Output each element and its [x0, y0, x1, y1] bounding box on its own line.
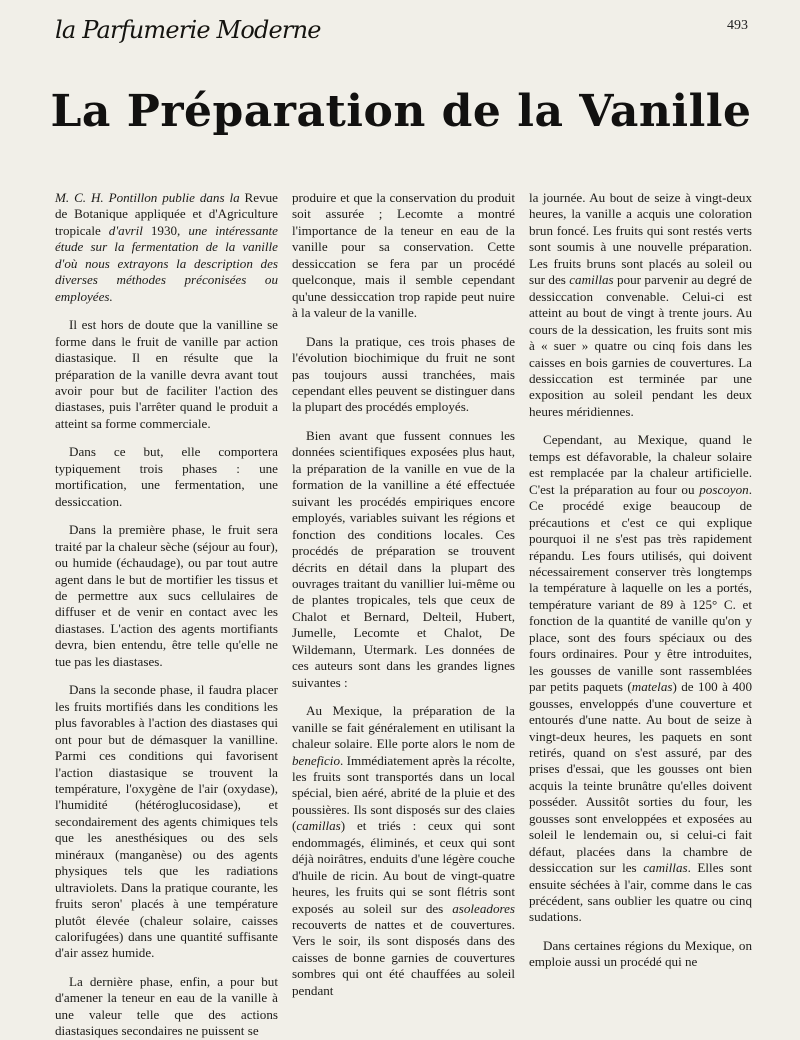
intro-date-prefix: d'avril: [108, 222, 143, 238]
paragraph: La dernière phase, enfin, a pour but d'amener la teneur en eau de la vanille à une valeur telle que des actions diastasiques secondaires ne puissent se: [55, 973, 278, 1039]
paragraph: Dans la première phase, le fruit sera traité par la chaleur sèche (séjour au four), ou humide (échaudage), ou par tout autre agent dans le but de mortifier les tissus et de permettre aux sucs cellulaires de diffuser et de venir en contact avec les diastases. L'action des agents mortifiants devra, bien entendu, être telle qu'elle ne tue pas les diastases.: [55, 522, 278, 669]
term-asoleadores: asoleadores: [452, 900, 516, 916]
column-2: [292, 190, 516, 998]
paragraph-mexique: [292, 703, 515, 999]
article-title: La Préparation de la Vanille: [50, 86, 752, 137]
term-beneficio: beneficio: [292, 752, 340, 768]
text-run: Cependant, au Mexique, quand le temps est défavorable, la chaleur solaire est remplacée par la chaleur artificielle. C'est la préparation au four ou: [529, 432, 752, 497]
text-run: la journée. Au bout de seize à vingt-deux heures, la vanille a acquis une coloration brun foncé. Les fruits qui sont restés verts sont soumis à une nouvelle préparation. Les fruits bruns sont placés au soleil ou sur des: [529, 190, 752, 288]
intro-author: M. C. H. Pontillon publie dans la: [55, 190, 240, 205]
text-run: . Ce procédé exige beaucoup de précautions et c'est ce qui explique pourquoi il ne s'est pas très rapidement répandu. Les fours utilisés, qui doivent nécessairement conserver très longtemps la température à laquelle on les a portés, température variant de 89 à 125° C. et fonction de la quantité de vanille qu'on y place, sont des fours spéciaux ou des fours ordinaires. Pour y être introduites, les gousses de vanille sont rassemblées par petits paquets (: [529, 481, 752, 695]
term-poscoyon: poscoyon: [699, 481, 749, 497]
page-number: 493: [727, 18, 748, 33]
paragraph: Bien avant que fussent connues les données scientifiques exposées plus haut, la préparation de la vanille en vue de la formation de la vanilline a été effectuée suivant les procédés empiriques encore employés, variables suivant les régions et fonction des conditions locales. Ces procédés de préparation se trouvent décrits en détail dans la plupart des ouvrages traitant du vanillier lui-même ou de plantes tropicales, tels que ceux de Chalot et Bernard, Delteil, Hubert, Jumelle, Lecomte et Chalot, De Wildemann, Utermark. Les données de ces auteurs sont dans les grandes lignes suivantes :: [292, 427, 515, 690]
text-run: . Elles sont ensuite séchées à l'air, comme dans le cas précédent, sans oublier les quatre ou cinq sudations.: [529, 860, 752, 925]
paragraph: Dans certaines régions du Mexique, on emploie aussi un procédé qui ne: [529, 937, 752, 970]
intro-revue: Revue de Botanique appliquée et d'Agriculture tropicale: [55, 190, 278, 238]
text-run: recouverts de nattes et de couvertures. Vers le soir, ils sont disposés dans des caisses de bonne garnies de couvertures sombres qui ont été chauffées au soleil pendant: [292, 917, 515, 998]
text-run: ) et triés : ceux qui sont endommagés, éliminés, et ceux qui sont déjà noirâtres, enduits d'une légère couche d'huile de ricin. Au bout de vingt-quatre heures, les fruits qui se sont flétris sont exposés au soleil sur des: [292, 818, 515, 916]
column-3: [529, 190, 752, 970]
paragraph: Il est hors de doute que la vanilline se forme dans le fruit de vanille par action diastasique. Il en résulte que la préparation de la vanille devra avant tout avoir pour but de faciliter l'action des diastases, puis l'arrêter quand le produit a atteint sa forme commerciale.: [55, 317, 278, 431]
term-matelas: matelas: [631, 679, 673, 695]
intro-paragraph: [55, 190, 278, 305]
intro-year: 1930,: [150, 222, 181, 238]
term-camillas: camillas: [643, 860, 688, 876]
paragraph: produire et que la conservation du produit soit assurée ; Lecomte a montré l'importance de la teneur en eau de la vanille pour sa conservation. Cette dessiccation se fera par un procédé quelconque, mais il semble cependant qu'une dessiccation trop rapide peut nuire à la valeur de la vanille.: [292, 190, 515, 321]
paragraph: Dans ce but, elle comportera typiquement trois phases : une mortification, une fermentation, une dessiccation.: [55, 444, 278, 509]
column-1: [55, 190, 278, 1039]
text-run: ) de 100 à 400 gousses, enveloppés d'une couverture et entourés d'une natte. Au bout de seize à vingt-deux heures, les paquets en sont retirés, quand on s'est assuré, par des prises d'essai, que les gousses ont bien acquis la teinte brunâtre qu'elles doivent posséder. Aussitôt sorties du four, les gousses sont enveloppées et exposées au soleil le lendemain ou, si celui-ci fait défaut, placées dans la chambre de dessiccation sur les: [529, 679, 752, 876]
text-run: . Immédiatement après la récolte, les fruits sont transportés dans un local spécial, bien aéré, abrité de la pluie et des poussières. Ils sont disposés sur des claies (: [292, 752, 515, 834]
paragraph: Dans la pratique, ces trois phases de l'évolution biochimique du fruit ne sont pas toujours aussi tranchées, mais cependant elles peuvent se distinguer dans la plupart des procédés employés.: [292, 333, 515, 415]
text-run: pour parvenir au degré de dessiccation convenable. Celui-ci est atteint au bout de vingt à trente jours. Au cours de la dessication, les fruits sont mis à « suer » quatre ou cinq fois dans les caisses en bois garnies de couvertures. La dessiccation est terminée par une exposition au soleil pendant les deux heures méridiennes.: [529, 272, 752, 419]
masthead: la Parfumerie Moderne: [55, 16, 321, 44]
term-camillas: camillas: [296, 818, 341, 834]
article-body: [55, 190, 753, 1039]
term-camillas: camillas: [569, 272, 614, 288]
intro-rest: une intéressante étude sur la fermentation de la vanille d'où nous extrayons la description des diverses méthodes préconisées ou employées.: [55, 222, 278, 304]
paragraph: Dans la seconde phase, il faudra placer les fruits mortifiés dans les conditions les plus favorables à l'action des diastases qui ont pour but de démasquer la vanilline. Parmi ces conditions qui favorisent l'action diastasique se trouvent la température, l'oxygène de l'air (oxydase), l'humidité (hétéroglucosidase), et secondairement des agents chimiques tels que les anesthésiques ou des sels minéraux (manganèse) ou des agents physiques tels que les radiations ultraviolets. Dans la pratique courante, les fruits seron' placés à une température plutôt élevée (chaleur solaire, caisses calorifugées) dans une quantité suffisante d'air assez humide.: [55, 682, 278, 961]
paragraph: [529, 432, 752, 926]
paragraph: [529, 190, 752, 420]
text-run: Au Mexique, la préparation de la vanille se fait généralement en utilisant la chaleur solaire. Elle porte alors le nom de: [292, 703, 515, 752]
